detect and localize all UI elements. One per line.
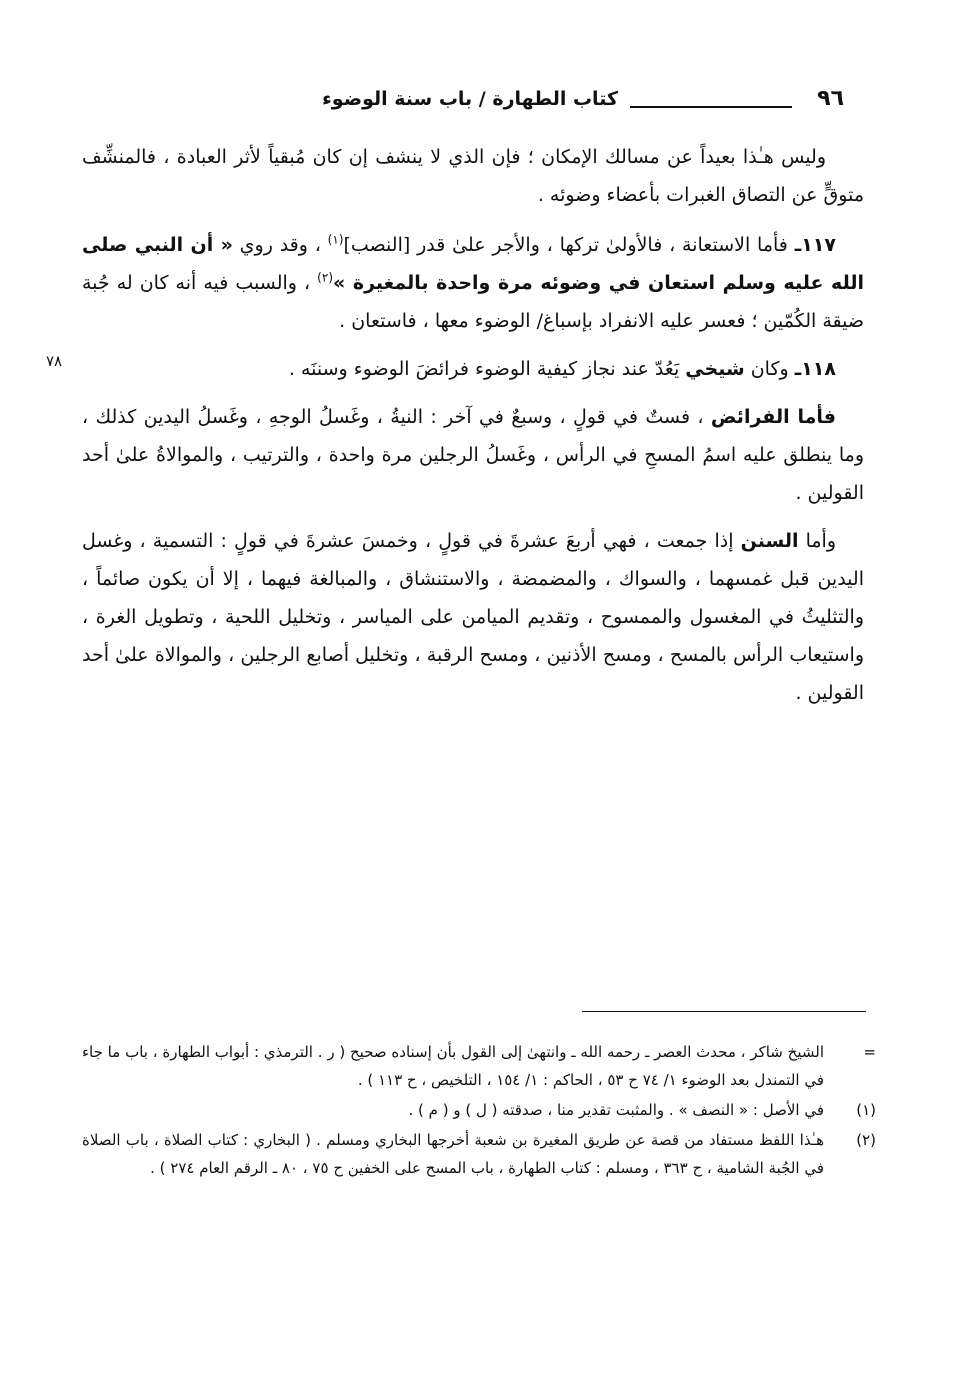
paragraph-117-text-b: ، وقد روي — [239, 234, 328, 256]
footnote-ref-2[interactable]: (٢) — [317, 270, 333, 285]
paragraph-118-bold: شيخي — [685, 358, 745, 380]
running-title: كتاب الطهارة / باب سنة الوضوء — [322, 88, 618, 110]
page-number: ٩٦ — [817, 86, 844, 111]
hadith-quote: « أن النبي صلى الله عليه وسلم استعان في وضوئه مرة واحدة بالمغيرة » — [82, 234, 864, 294]
footnote-marker: = — [863, 1043, 876, 1061]
paragraph-117-text-a: فأما الاستعانة ، فالأولىٰ تركها ، والأجر علىٰ قدر [النصب] — [343, 234, 795, 256]
paragraph-118 — [82, 350, 864, 388]
footnote-1 — [82, 1096, 882, 1124]
paragraph-117-number: ١١٧ـ — [794, 234, 836, 256]
footnote-text: في الأصل : « النصف » . والمثبت تقدير منا ، صدقته ( ل ) و ( م ) . — [408, 1101, 824, 1119]
footnote-text: هـٰذا اللفظ مستفاد من قصة عن طريق المغيرة بن شعبة أخرجها البخاري ومسلم . ( البخاري : كتاب الصلاة ، باب الصلاة في الجُبة الشامية ، ح ٣٦٣ ، ومسلم : كتاب الطهارة ، باب المسح على الخفين ح ٧٥ ، ٨٠ ـ الرقم العام ٢٧٤ ) . — [82, 1131, 824, 1177]
footnote-continued — [82, 1038, 882, 1094]
paragraph-sunan-text-b: إذا جمعت ، فهي أربعَ عشرةَ في قولٍ ، وخمسَ عشرةَ في قولٍ : التسمية ، وغسل اليدين قبل غمسهما ، والسواك ، والمضمضة ، والاستنشاق ، والمبالغة فيهما ، إلا أن يكون صائماً ، والتثليثُ في المغسول والممسوح ، وتقديم الميامن على المياسر ، وتخليل اللحية ، وتطويل الغرة ، واستيعاب الرأس بالمسح ، ومسح الأذنين ، ومسح الرقبة ، وتخليل أصابع الرجلين ، والموالاة علىٰ أحد القولين . — [82, 530, 864, 704]
paragraph-sunan-heading: السنن — [740, 530, 799, 552]
paragraph-sunan — [82, 522, 864, 712]
main-text — [82, 138, 864, 722]
page-header — [86, 86, 844, 122]
footnote-rule — [582, 1011, 866, 1012]
paragraph-117 — [82, 226, 864, 340]
paragraph-faraid — [82, 398, 864, 512]
paragraph-118-text-a: وكان — [744, 358, 795, 380]
footnote-ref-1[interactable]: (١) — [327, 232, 344, 247]
footnote-text: الشيخ شاكر ، محدث العصر ـ رحمه الله ـ وانتهىٰ إلى القول بأن إسناده صحيح ( ر . الترمذي : أبواب الطهارة ، باب ما جاء في التمندل بعد الوضوء ١/ ٧٤ ح ٥٣ ، الحاكم : ١/ ١٥٤ ، التلخيص ، ح ١١٣ ) . — [82, 1043, 824, 1089]
paragraph-118-number: ١١٨ـ — [794, 358, 836, 380]
paragraph-faraid-text: ، فستٌ في قولٍ ، وسبعٌ في آخر : النيةُ ، وغَسلُ الوجهِ ، وغَسلُ اليدين كذلك ، وما ينطلق عليه اسمُ المسحِ في الرأس ، وغَسلُ الرجلين مرة واحدة ، والترتيب ، والموالاةُ علىٰ أحد القولين . — [82, 406, 864, 504]
paragraph-1 — [82, 138, 864, 214]
footnote-2 — [82, 1126, 882, 1182]
header-rule — [630, 106, 792, 108]
paragraph-117-text-c: ، والسبب فيه أنه كان له جُبة ضيقة الكُمّين ؛ فعسر عليه الانفراد بإسباغ/ الوضوء معها ، فاستعان . — [82, 272, 864, 332]
paragraph-faraid-heading: فأما الفرائض — [710, 406, 837, 428]
paragraph-sunan-text-a: وأما — [798, 530, 836, 552]
footnote-marker: (١) — [856, 1101, 876, 1119]
footnote-marker: (٢) — [856, 1131, 876, 1149]
footnotes — [82, 1038, 882, 1184]
paragraph-118-text-b: يَعُدّ عند نجاز كيفية الوضوء فرائضَ الوضوء وسننَه . — [288, 358, 686, 380]
margin-folio-number: ٧٨ — [46, 352, 63, 370]
paragraph-1-text: وليس هـٰذا بعيداً عن مسالك الإمكان ؛ فإن الذي لا ينشف إن كان مُبقياً لأثر العبادة ، فالمنشِّف متوقٍّ عن التصاق الغبرات بأعضاء وضوئه . — [82, 146, 864, 206]
